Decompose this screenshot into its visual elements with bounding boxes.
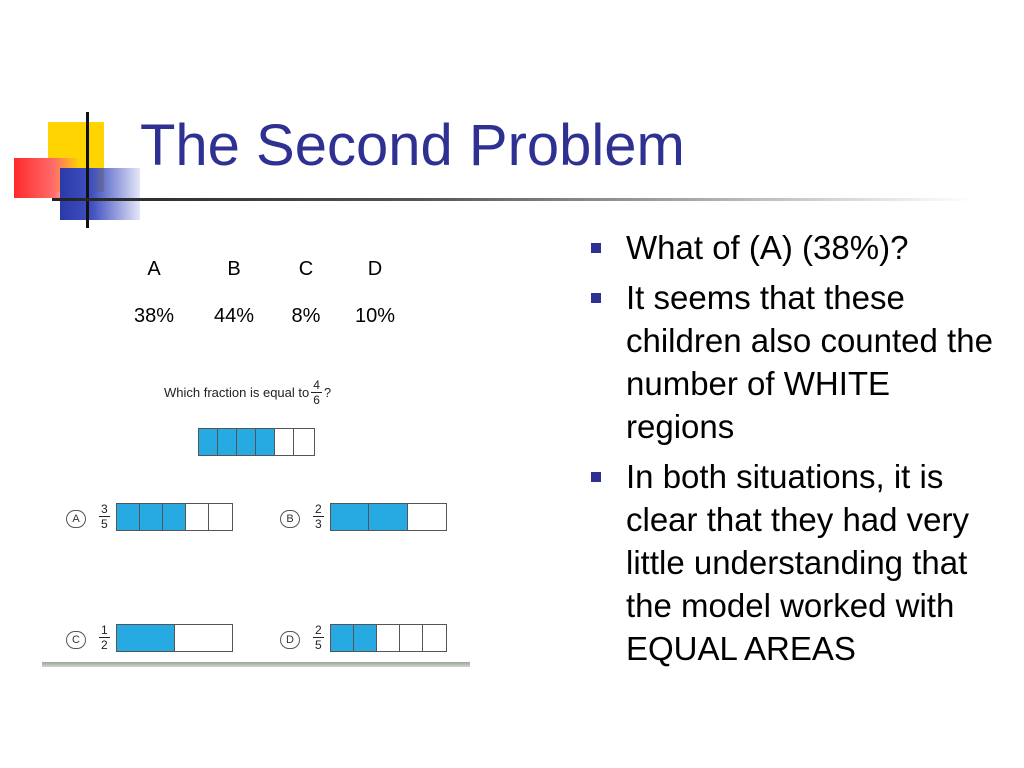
slide-title: The Second Problem: [140, 113, 685, 178]
question-mark: ?: [323, 384, 332, 400]
bar-cell-empty: [175, 625, 233, 651]
decorative-blue-square: [60, 168, 140, 220]
question-prompt: Which fraction is equal to: [164, 384, 310, 400]
question-text: [164, 372, 331, 412]
fraction-numerator: 2: [315, 623, 322, 637]
bullet-item: [586, 226, 1006, 269]
answer-letter: D: [367, 258, 383, 280]
square-bullet-icon: [591, 472, 601, 482]
option-d-circle: D: [280, 631, 300, 649]
option-a-bar: [116, 503, 233, 531]
option-a-fraction: [97, 500, 112, 531]
option-c-fraction: [97, 621, 112, 652]
bar-cell-shaded: [331, 504, 369, 530]
option-d-bar: [330, 624, 447, 652]
bar-cell-shaded: [163, 504, 186, 530]
bullet-item: [586, 455, 1006, 670]
bar-cell-empty: [423, 625, 446, 651]
fraction-denominator: 5: [315, 638, 322, 652]
bar-cell-shaded: [369, 504, 407, 530]
fraction-numerator: 2: [315, 502, 322, 516]
bullet-item: [586, 276, 1006, 448]
answer-letter: B: [227, 258, 241, 280]
decorative-vertical-line: [86, 112, 89, 228]
bar-cell-shaded: [237, 429, 256, 455]
option-b-bar: [330, 503, 447, 531]
answer-percents-row: [110, 305, 408, 328]
option-a-circle: A: [66, 510, 86, 528]
fraction-numerator: 1: [101, 623, 108, 637]
title-underline: [52, 198, 972, 201]
answer-percent: 44%: [213, 305, 255, 327]
bar-cell-shaded: [331, 625, 354, 651]
question-fraction-bar: [198, 428, 315, 456]
bullet-list: [586, 226, 1006, 677]
figure-bottom-rule: [42, 662, 470, 667]
square-bullet-icon: [591, 243, 601, 253]
option-c-bar: [116, 624, 233, 652]
fraction-denominator: 2: [101, 638, 108, 652]
bar-cell-shaded: [117, 504, 140, 530]
fraction-numerator: 3: [101, 502, 108, 516]
fraction-denominator: 6: [313, 392, 320, 407]
bar-cell-empty: [400, 625, 423, 651]
answer-percent: 8%: [291, 305, 321, 327]
option-c-circle: C: [66, 631, 86, 649]
bar-cell-shaded: [199, 429, 218, 455]
bullet-text: It seems that these children also counted the number of WHITE regions: [626, 279, 993, 445]
bar-cell-shaded: [140, 504, 163, 530]
option-d-fraction: [311, 621, 326, 652]
question-fraction: [311, 378, 322, 407]
bar-cell-empty: [377, 625, 400, 651]
option-b-circle: B: [280, 510, 300, 528]
fraction-denominator: 5: [101, 517, 108, 531]
bar-cell-empty: [209, 504, 232, 530]
bar-cell-shaded: [354, 625, 377, 651]
answer-letters-row: [110, 258, 408, 281]
answer-letter: C: [298, 258, 314, 280]
fraction-numerator: 4: [313, 377, 320, 392]
bar-cell-shaded: [218, 429, 237, 455]
bar-cell-shaded: [117, 625, 175, 651]
bar-cell-empty: [408, 504, 446, 530]
bullet-text: What of (A) (38%)?: [626, 229, 909, 266]
bar-cell-shaded: [256, 429, 275, 455]
bullet-text: In both situations, it is clear that they had very little understanding that the model worked with EQUAL AREAS: [626, 458, 970, 667]
answer-percent: 38%: [133, 305, 175, 327]
bar-cell-empty: [186, 504, 209, 530]
answer-percent: 10%: [354, 305, 396, 327]
square-bullet-icon: [591, 293, 601, 303]
bar-cell-empty: [275, 429, 294, 455]
option-b-fraction: [311, 500, 326, 531]
answer-letter: A: [147, 258, 161, 280]
bar-cell-empty: [294, 429, 313, 455]
fraction-denominator: 3: [315, 517, 322, 531]
